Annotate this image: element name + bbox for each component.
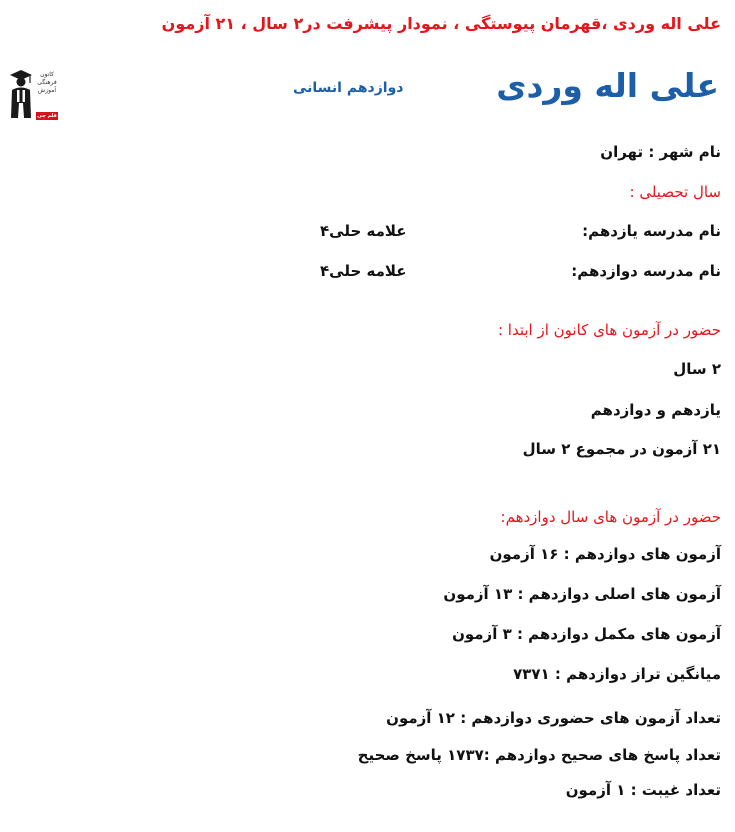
education-heading: سال تحصیلی : <box>629 183 721 201</box>
kanoon-logo <box>8 68 58 124</box>
student-name: علی اله وردی <box>496 66 719 105</box>
grade12-in-person-exams: تعداد آزمون های حضوری دوازدهم : ۱۲ آزمون <box>386 709 721 727</box>
school-label-11: نام مدرسه یازدهم: <box>582 222 721 240</box>
school-value-11: علامه حلی۴ <box>320 222 407 240</box>
attendance-grades: یازدهم و دوازدهم <box>590 401 721 419</box>
absence-count: تعداد غیبت : ۱ آزمون <box>565 781 721 799</box>
grade12-correct-answers: تعداد پاسخ های صحیح دوازدهم :۱۷۳۷ پاسخ صحیح <box>357 746 721 764</box>
logo-text: کانون فرهنگی آموزش <box>37 71 57 94</box>
city-line: نام شهر : تهران <box>600 143 721 161</box>
grade12-supplementary-exams: آزمون های مکمل دوازدهم : ۳ آزمون <box>452 625 721 643</box>
grade12-main-exams: آزمون های اصلی دوازدهم : ۱۳ آزمون <box>443 585 721 603</box>
grade12-average-score: میانگین تراز دوازدهم : ۷۳۷۱ <box>513 665 721 683</box>
grade12-heading: حضور در آزمون های سال دوازدهم: <box>500 508 721 526</box>
school-label-12: نام مدرسه دوازدهم: <box>571 262 721 280</box>
grade12-exams: آزمون های دوازدهم : ۱۶ آزمون <box>489 545 721 563</box>
attendance-heading: حضور در آزمون های کانون از ابتدا : <box>497 321 721 339</box>
attendance-years: ۲ سال <box>673 360 721 378</box>
grade-label: دوازدهم انسانی <box>293 80 404 96</box>
school-value-12: علامه حلی۴ <box>320 262 407 280</box>
logo-badge: قلم چی <box>37 113 57 119</box>
report-title: علی اله وردی ،قهرمان پیوستگی ، نمودار پیشرفت در۲ سال ، ۲۱ آزمون <box>161 14 721 33</box>
graduate-icon <box>8 68 34 124</box>
attendance-total: ۲۱ آزمون در مجموع ۲ سال <box>522 440 721 458</box>
